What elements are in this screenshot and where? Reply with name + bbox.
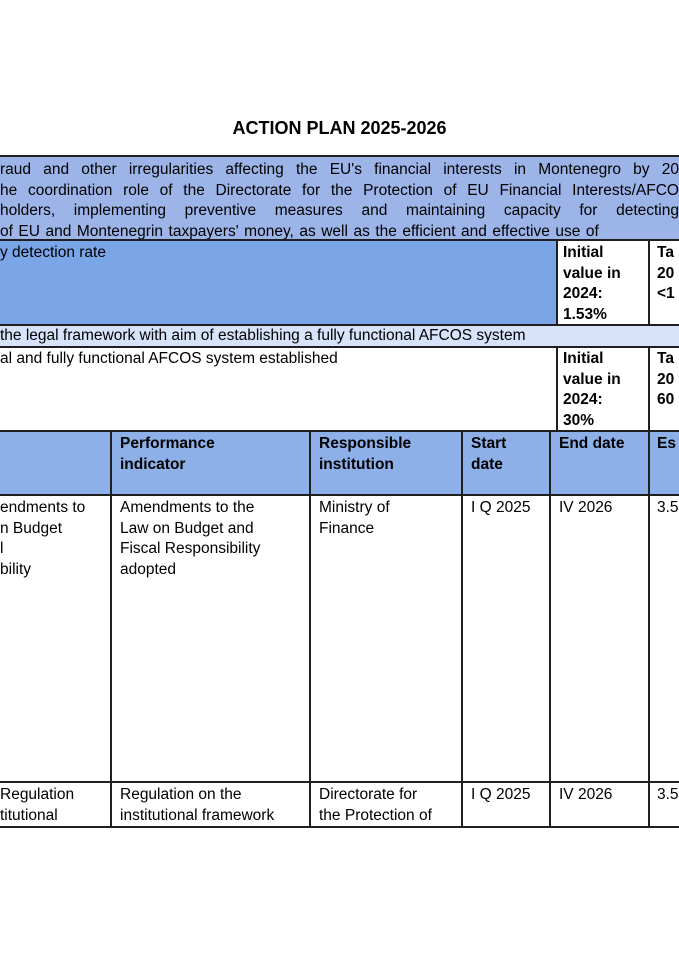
header-institution-line: Responsible [319, 435, 412, 452]
header-institution-line: institution [319, 455, 394, 473]
result-target-value [650, 348, 679, 432]
table-row-1-estimate [650, 496, 679, 783]
objective-line: raud and other irregularities affecting the EU's financial interests in Montenegro by 20 [0, 161, 679, 178]
impact-initial-line: value in [563, 264, 621, 282]
header-start-line: date [471, 455, 503, 473]
indicator-line: Regulation on the [120, 786, 242, 803]
activity-line: l [0, 540, 4, 557]
result-initial-line: 30% [563, 411, 595, 429]
result-initial-line: 2024: [563, 391, 603, 408]
header-activity [0, 432, 112, 496]
estimate-value: 3.5 [657, 499, 679, 516]
end-date-value: IV 2026 [559, 786, 613, 803]
header-start-line: Start [471, 435, 507, 452]
institution-line: Ministry of [319, 499, 390, 516]
impact-initial-line: 2024: [563, 285, 603, 302]
header-start-date [463, 432, 551, 496]
table-row-2-start [463, 783, 551, 828]
header-end-line: End date [559, 435, 625, 452]
table-row-1-end [551, 496, 650, 783]
table-row-2-institution [311, 783, 463, 828]
impact-initial-value [558, 241, 650, 326]
activity-line: endments to [0, 499, 86, 516]
objective-line: he coordination role of the Directorate for the Protection of EU Financial Interests/AFCO [0, 181, 679, 199]
objective-line: holders, implementing preventive measures and maintaining capacity for detecting [0, 202, 679, 219]
start-date-value: I Q 2025 [471, 499, 531, 516]
result-initial-value [558, 348, 650, 432]
measure-text: the legal framework with aim of establishing a fully functional AFCOS system [0, 327, 526, 344]
objective-cell [0, 155, 679, 241]
measure-cell [0, 326, 679, 348]
impact-target-line: Ta [657, 244, 674, 261]
result-target-line: 20 [657, 370, 675, 388]
indicator-line: Law on Budget and [120, 519, 254, 537]
indicator-line: Fiscal Responsibility [120, 540, 261, 557]
result-target-line: 60 [657, 391, 675, 408]
table-row-1-institution [311, 496, 463, 783]
impact-initial-line: Initial [563, 244, 604, 261]
result-initial-line: Initial [563, 350, 604, 367]
impact-target-value [650, 241, 679, 326]
indicator-line: adopted [120, 560, 177, 578]
impact-indicator-cell [0, 241, 558, 326]
result-indicator-cell [0, 348, 558, 432]
result-indicator-text: al and fully functional AFCOS system established [0, 350, 338, 367]
table-row-2-activity [0, 783, 112, 828]
institution-line: the Protection of [319, 806, 432, 824]
table-row-2-end [551, 783, 650, 828]
indicator-line: institutional framework [120, 806, 275, 824]
header-estimate-line: Es [657, 435, 676, 452]
activity-line: Regulation [0, 786, 75, 803]
activity-line: titutional [0, 806, 58, 824]
header-estimate [650, 432, 679, 496]
header-end-date [551, 432, 650, 496]
impact-indicator-text: y detection rate [0, 244, 106, 261]
estimate-value: 3.5 [657, 786, 679, 803]
impact-target-line: <1 [657, 285, 675, 302]
header-performance-indicator [112, 432, 311, 496]
table-row-2-indicator [112, 783, 311, 828]
table-row-2-estimate [650, 783, 679, 828]
activity-line: bility [0, 560, 32, 578]
header-performance-line: indicator [120, 455, 186, 473]
indicator-line: Amendments to the [120, 499, 255, 516]
end-date-value: IV 2026 [559, 499, 613, 516]
impact-initial-line: 1.53% [563, 305, 607, 323]
result-initial-line: value in [563, 370, 621, 388]
activity-line: n Budget [0, 519, 63, 537]
objective-line: of EU and Montenegrin taxpayers' money, as well as the efficient and effective use of [0, 222, 599, 240]
institution-line: Finance [319, 519, 375, 537]
header-performance-line: Performance [120, 435, 215, 452]
result-target-line: Ta [657, 350, 674, 367]
impact-target-line: 20 [657, 264, 675, 282]
table-row-1-activity [0, 496, 112, 783]
table-row-1-start [463, 496, 551, 783]
table-row-1-indicator [112, 496, 311, 783]
page-title: ACTION PLAN 2025-2026 [232, 118, 447, 138]
header-responsible-institution [311, 432, 463, 496]
start-date-value: I Q 2025 [471, 786, 531, 803]
institution-line: Directorate for [319, 786, 418, 803]
